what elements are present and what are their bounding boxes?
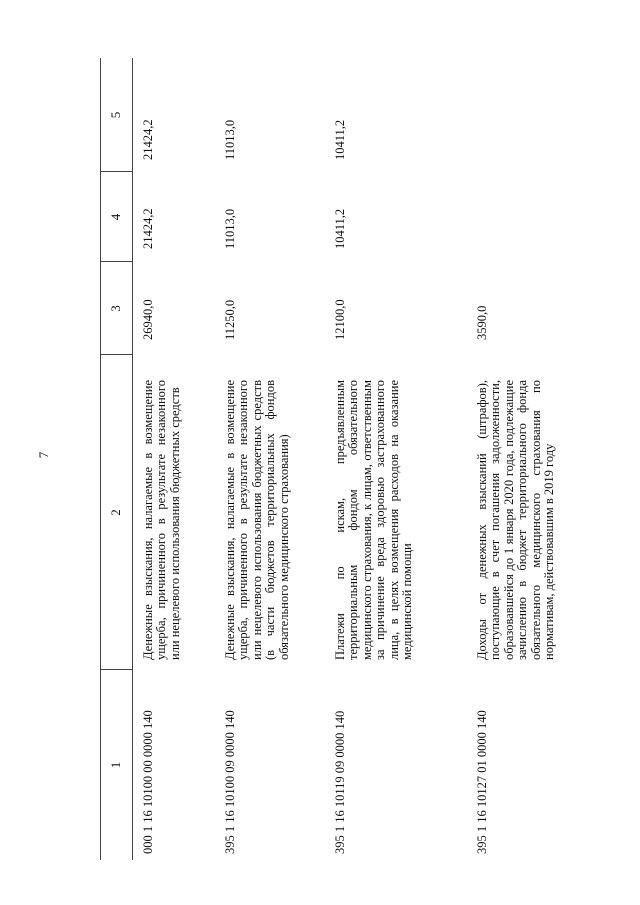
value-col3: 26940,0	[141, 299, 155, 340]
value-col4: 10411,2	[333, 208, 347, 249]
value-col3: 3590,0	[475, 305, 489, 340]
value-col4: 21424,2	[141, 208, 155, 249]
income-description: Денежные взыскания, налагаемые в возмещение ущерба, причиненного в результате незаконного или нецелевого использования бюджетных средств	[141, 380, 182, 660]
revenue-table	[100, 58, 618, 860]
value-col4: 11013,0	[223, 208, 237, 249]
column-header: 2	[108, 509, 123, 516]
value-col3: 12100,0	[333, 299, 347, 340]
income-description: Денежные взыскания, налагаемые в возмещение ущерба, причиненного в результате незаконного или нецелевого использования бюджетных средств (в части бюджетов территориальных фондов обязательного медицинского страхования)	[223, 380, 291, 660]
budget-code: 395 1 16 10127 01 0000 140	[475, 710, 489, 854]
income-description: Платежи по искам, предъявленным территориальным фондом обязательного медицинского страхования, к лицам, ответственным за причинение вреда здоровью застрахованного лица, в целях возмещения расходов на оказание медицинской помощи	[333, 380, 415, 660]
value-col3: 11250,0	[223, 299, 237, 340]
column-header: 1	[108, 761, 123, 769]
column-header: 5	[108, 111, 123, 119]
budget-code: 000 1 16 10100 00 0000 140	[141, 710, 155, 854]
page-number: 7	[36, 451, 51, 459]
value-col5: 10411,2	[333, 119, 347, 160]
income-description: Доходы от денежных взысканий (штрафов), поступающие в счет погашения задолженности, образовавшейся до 1 января 2020 года, подлежащие зачислению в бюджет территориального фонда обязательного медицинского страхования по нормативам, действовавшим в 2019 году	[475, 380, 557, 660]
value-col5: 11013,0	[223, 119, 237, 160]
budget-code: 395 1 16 10100 09 0000 140	[223, 710, 237, 854]
value-col5: 21424,2	[141, 119, 155, 160]
table-header-rule	[132, 58, 133, 860]
budget-code: 395 1 16 10119 09 0000 140	[333, 710, 347, 854]
column-header: 3	[108, 305, 123, 312]
column-header: 4	[108, 213, 123, 221]
revenue-table-wrapper	[100, 58, 618, 860]
